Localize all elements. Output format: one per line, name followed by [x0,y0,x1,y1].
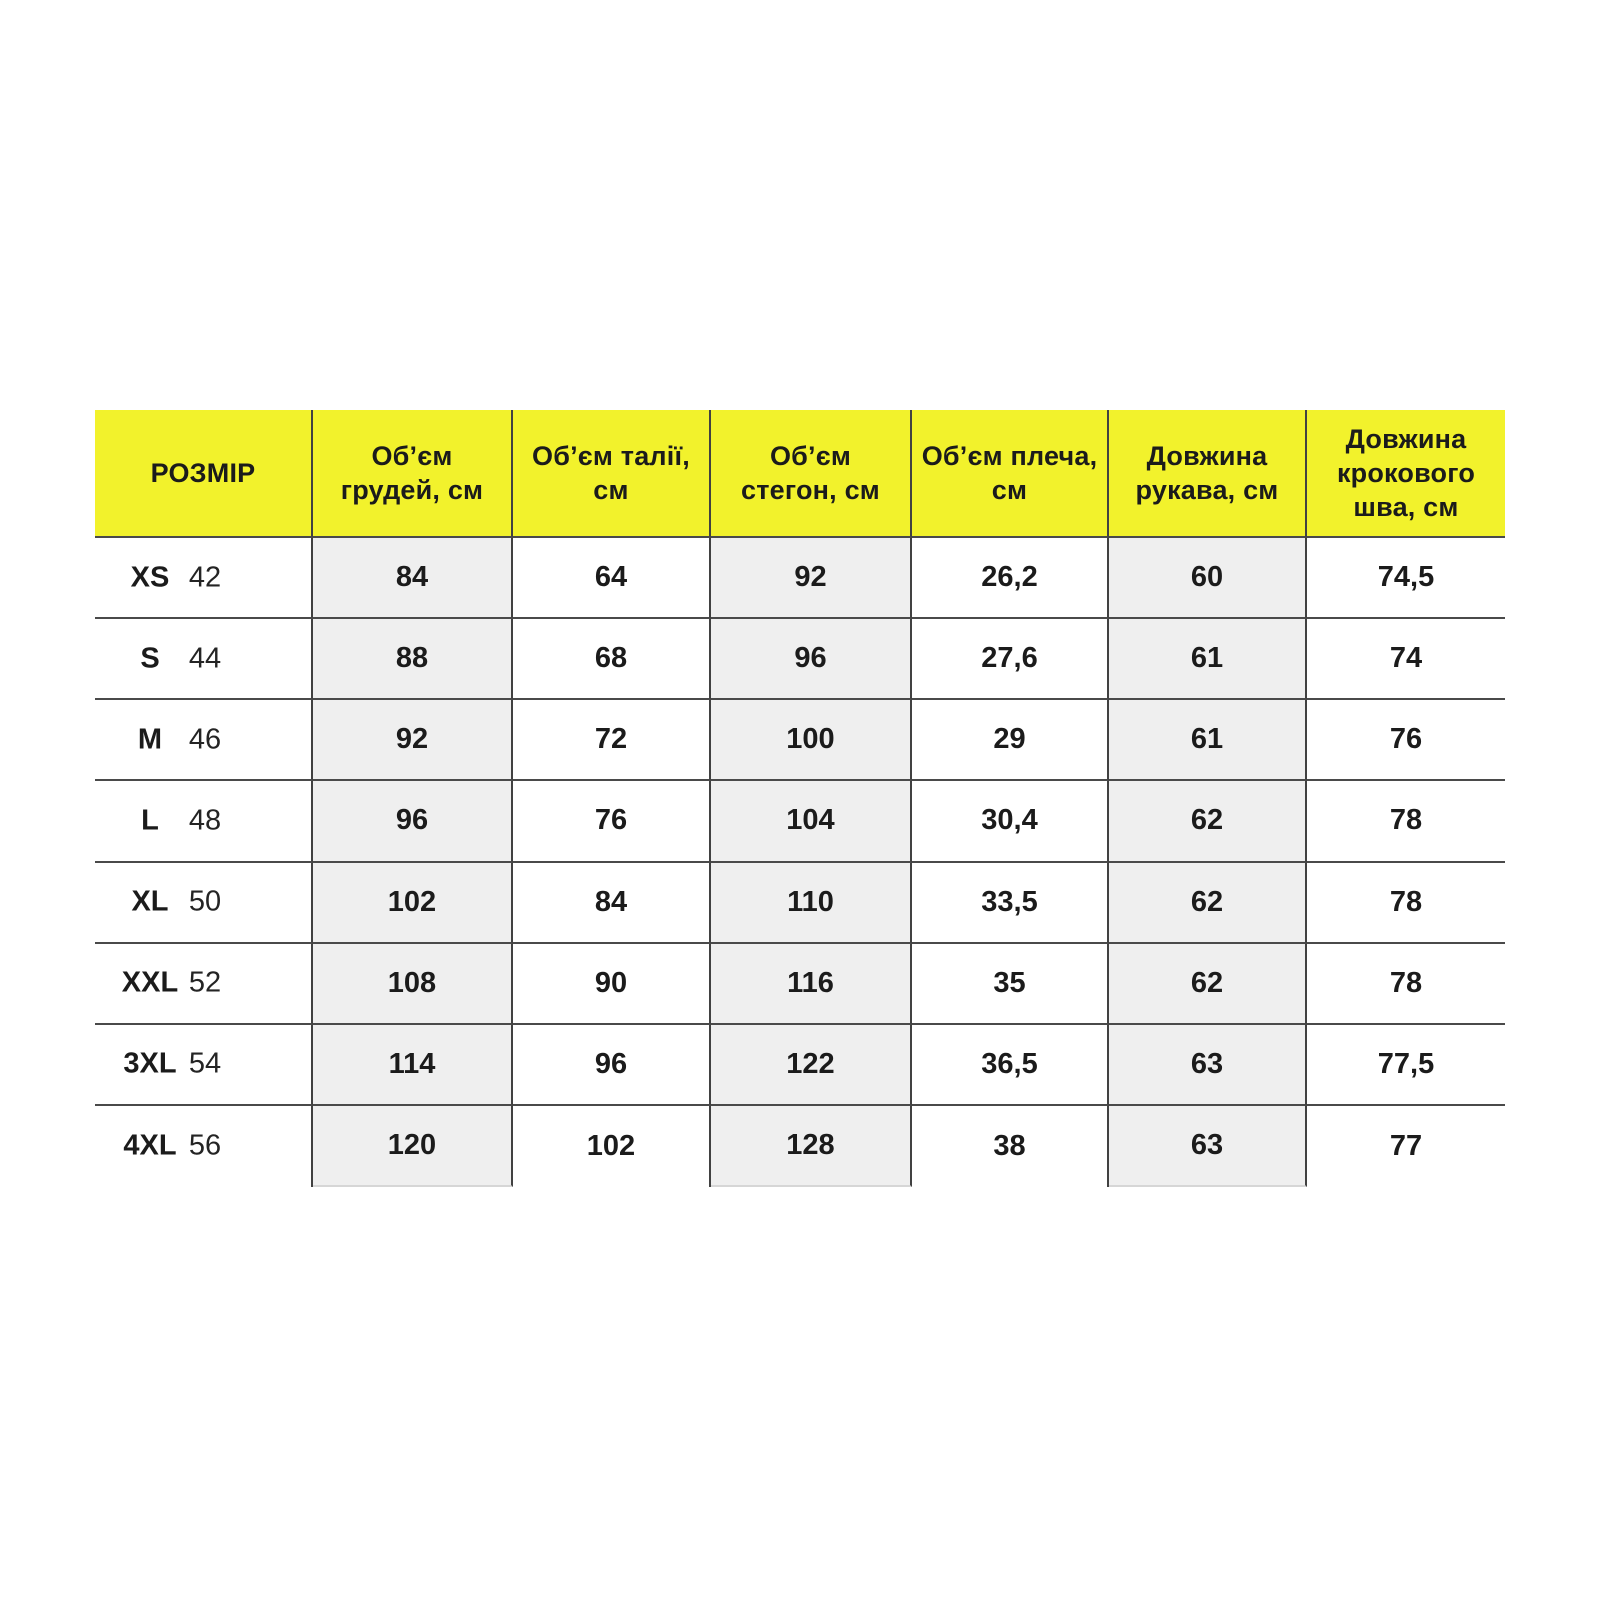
value-cell: 90 [513,944,711,1025]
value-cell: 62 [1109,944,1307,1025]
size-label: XXL [121,966,179,999]
column-header-sleeve-length: Довжина рукава, см [1109,410,1307,538]
value-cell: 74,5 [1307,538,1505,619]
value-cell: 63 [1109,1106,1307,1187]
size-label: XL [131,885,169,918]
value-cell: 102 [313,863,513,944]
value-cell: 120 [313,1106,513,1187]
value-cell: 104 [711,781,912,862]
value-cell: 128 [711,1106,912,1187]
value-cell: 78 [1307,781,1505,862]
size-label: XS [130,561,170,594]
size-number: 56 [188,1129,222,1162]
size-number: 52 [188,966,222,999]
column-header-inseam-length: Довжина крокового шва, см [1307,410,1505,538]
value-cell: 64 [513,538,711,619]
size-cell [95,944,313,1025]
value-cell: 62 [1109,781,1307,862]
size-cell [95,1106,313,1187]
size-cell [95,619,313,700]
size-number: 42 [188,561,222,594]
size-label: S [140,642,160,675]
value-cell: 122 [711,1025,912,1106]
value-cell: 96 [711,619,912,700]
size-cell [95,538,313,619]
size-label: 4XL [123,1129,177,1162]
column-header-chest: Об’єм грудей, см [313,410,513,538]
size-number: 44 [188,642,222,675]
value-cell: 84 [313,538,513,619]
column-header-size: РОЗМІР [95,410,313,538]
value-cell: 63 [1109,1025,1307,1106]
size-cell [95,1025,313,1106]
size-cell [95,781,313,862]
value-cell: 76 [513,781,711,862]
value-cell: 61 [1109,700,1307,781]
value-cell: 110 [711,863,912,944]
size-chart-table [95,410,1505,1187]
value-cell: 96 [313,781,513,862]
value-cell: 60 [1109,538,1307,619]
value-cell: 68 [513,619,711,700]
size-label: L [141,804,159,837]
size-number: 54 [188,1047,222,1080]
size-cell [95,863,313,944]
value-cell: 96 [513,1025,711,1106]
value-cell: 74 [1307,619,1505,700]
value-cell: 77,5 [1307,1025,1505,1106]
value-cell: 77 [1389,1129,1423,1162]
size-label: 3XL [123,1047,177,1080]
value-cell: 76 [1307,700,1505,781]
value-cell: 100 [711,700,912,781]
size-number: 46 [188,723,222,756]
value-cell: 29 [912,700,1109,781]
value-cell: 78 [1307,863,1505,944]
value-cell: 78 [1307,944,1505,1025]
value-cell: 72 [513,700,711,781]
column-header-waist: Об’єм талії, см [513,410,711,538]
value-cell: 30,4 [912,781,1109,862]
column-header-shoulder: Об’єм плеча, см [912,410,1109,538]
value-cell: 33,5 [912,863,1109,944]
value-cell: 116 [711,944,912,1025]
value-cell: 26,2 [912,538,1109,619]
value-cell: 61 [1109,619,1307,700]
value-cell: 35 [912,944,1109,1025]
size-label: M [137,723,163,756]
size-number: 48 [188,804,222,837]
value-cell: 102 [513,1106,711,1187]
value-cell: 92 [711,538,912,619]
value-cell: 62 [1109,863,1307,944]
value-cell: 114 [313,1025,513,1106]
size-cell [95,700,313,781]
column-header-hips: Об’єм стегон, см [711,410,912,538]
value-cell: 108 [313,944,513,1025]
value-cell: 36,5 [912,1025,1109,1106]
value-cell: 38 [912,1106,1109,1187]
size-number: 50 [188,885,222,918]
value-cell: 88 [313,619,513,700]
value-cell: 92 [313,700,513,781]
value-cell: 84 [513,863,711,944]
value-cell: 27,6 [912,619,1109,700]
